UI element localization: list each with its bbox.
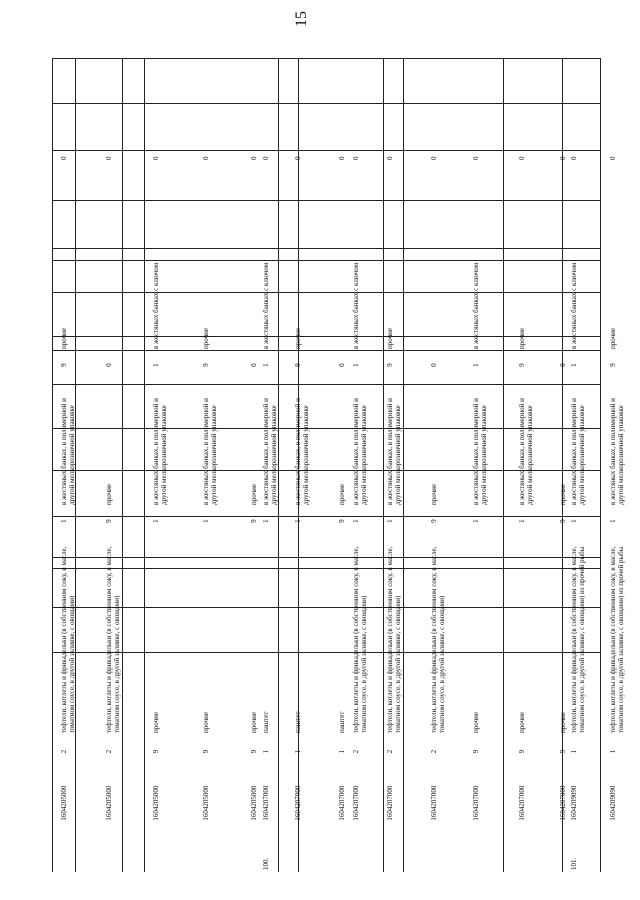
cell-c6: в жестяных банках, в полимерной и другой мелкорозничной упаковке (60, 395, 76, 505)
cell-c7: 1 (152, 363, 160, 368)
cell-c5: 1 (518, 519, 526, 524)
cell-code: 1604207000 (294, 785, 302, 821)
cell-c9: 0 (570, 156, 578, 161)
cell-c6: прочие (430, 483, 438, 505)
cell-code: 1604207000 (559, 785, 567, 821)
cell-code: 1604205000 (250, 785, 258, 821)
cell-c4: паштет (338, 711, 346, 734)
cell-c3: 1 (294, 749, 302, 754)
cell-c4: тефтели, котлеты и фрикадельки (в собственном соку, в масле, томатном соусе, в другой заливке, с овощами) (60, 545, 76, 734)
cell-c5: 9 (559, 519, 567, 524)
cell-c5: 1 (294, 519, 302, 524)
cell-c9: 0 (559, 156, 567, 161)
cell-c6: прочие (338, 483, 346, 505)
cell-c3: 1 (570, 749, 578, 754)
cell-c3: 1 (609, 749, 617, 754)
cell-c9: 0 (430, 156, 438, 161)
page-number: 15 (293, 11, 310, 27)
cell-c7: 9 (386, 363, 394, 368)
cell-c5: 9 (105, 519, 113, 524)
cell-c3: 9 (518, 749, 526, 754)
cell-code: 1604207000 (472, 785, 480, 821)
cell-c5: 9 (250, 519, 258, 524)
cell-c8: в жестяных банках с ключом (472, 262, 480, 349)
cell-c9: 0 (250, 156, 258, 161)
cell-c4: прочие (250, 712, 258, 734)
cell-c3: 2 (105, 749, 113, 754)
cell-num: 101. (570, 857, 578, 870)
cell-c9: 0 (202, 156, 210, 161)
cell-c8: прочие (294, 327, 302, 349)
cell-c5: 1 (472, 519, 480, 524)
cell-c6: в жестяных банках, в полимерной и другой мелкорозничной упаковке (262, 395, 278, 505)
cell-code: 1604207000 (352, 785, 360, 821)
cell-code: 1604205000 (152, 785, 160, 821)
row-separator (52, 350, 600, 351)
cell-c5: 1 (609, 519, 617, 524)
cell-code: 1604207000 (262, 785, 270, 821)
row-separator (52, 58, 600, 59)
cell-code: 1604209090 (609, 785, 617, 821)
cell-c9: 0 (472, 156, 480, 161)
cell-c4: паштет (294, 711, 302, 734)
cell-c9: 0 (60, 156, 68, 161)
cell-code: 1604205000 (105, 785, 113, 821)
cell-c6: прочие (559, 483, 567, 505)
cell-c4: прочие (152, 712, 160, 734)
cell-c7: 0 (430, 363, 438, 368)
cell-c9: 0 (352, 156, 360, 161)
cell-c9: 0 (105, 156, 113, 161)
cell-c8: прочие (202, 327, 210, 349)
cell-c7: 1 (352, 363, 360, 368)
cell-c3: 9 (472, 749, 480, 754)
cell-c9: 0 (152, 156, 160, 161)
cell-c9: 0 (518, 156, 526, 161)
cell-c4: прочие (472, 712, 480, 734)
cell-num: 100. (262, 857, 270, 870)
cell-c9: 0 (262, 156, 270, 161)
cell-c3: 1 (262, 749, 270, 754)
cell-code: 1604207000 (518, 785, 526, 821)
cell-c6: прочие (105, 483, 113, 505)
cell-c7: 9 (609, 363, 617, 368)
cell-c6: в жестяных банках, в полимерной и другой мелкорозничной упаковке (352, 395, 368, 505)
cell-c3: 1 (338, 749, 346, 754)
row-separator (52, 103, 600, 104)
table-border (52, 58, 53, 872)
cell-c6: в жестяных банках, в полимерной и другой мелкорозничной упаковке (472, 395, 488, 505)
cell-c5: 1 (262, 519, 270, 524)
cell-c7: 0 (250, 363, 258, 368)
cell-c4: тефтели, котлеты и фрикадельки (в собственном соку, в масле, томатном соусе, в другой заливке, с овощами) (352, 545, 368, 734)
cell-c5: 1 (152, 519, 160, 524)
cell-c4: прочие (559, 712, 567, 734)
cell-c3: 9 (559, 749, 567, 754)
cell-c3: 2 (386, 749, 394, 754)
cell-c5: 1 (202, 519, 210, 524)
cell-c7: 9 (518, 363, 526, 368)
cell-code: 1604207000 (338, 785, 346, 821)
cell-c8: в жестяных банках с ключом (152, 262, 160, 349)
cell-c6: прочие (250, 483, 258, 505)
cell-c3: 2 (60, 749, 68, 754)
cell-c5: 1 (352, 519, 360, 524)
cell-c7: 0 (338, 363, 346, 368)
cell-c8: прочие (518, 327, 526, 349)
cell-c5: 1 (570, 519, 578, 524)
cell-c6: в жестяных банках, в полимерной и другой мелкорозничной упаковке (202, 395, 218, 505)
cell-c7: 0 (559, 363, 567, 368)
cell-c7: 1 (472, 363, 480, 368)
cell-c4: тефтели, котлеты и фрикадельки (в собственном соку, в масле, томатном соусе, в другой заливке, с овощами) из прочей рыбы (570, 545, 586, 734)
cell-c8: в жестяных банках с ключом (570, 262, 578, 349)
cell-c9: 0 (386, 156, 394, 161)
cell-code: 1604205000 (60, 785, 68, 821)
cell-c6: в жестяных банках, в полимерной и другой мелкорозничной упаковке (570, 395, 586, 505)
cell-c6: в жестяных банках, в полимерной и другой мелкорозничной упаковке (294, 395, 310, 505)
cell-c7: 1 (262, 363, 270, 368)
cell-c8: в жестяных банках с ключом (262, 262, 270, 349)
cell-c4: прочие (518, 712, 526, 734)
cell-c7: 1 (570, 363, 578, 368)
cell-c6: в жестяных банках, в полимерной и другой мелкорозничной упаковке (152, 395, 168, 505)
cell-c5: 1 (386, 519, 394, 524)
cell-c7: 9 (60, 363, 68, 368)
cell-code: 1604207000 (430, 785, 438, 821)
cell-c7: 9 (202, 363, 210, 368)
cell-c6: в жестяных банках, в полимерной и другой мелкорозничной упаковке (609, 395, 625, 505)
cell-c9: 0 (294, 156, 302, 161)
cell-c3: 9 (152, 749, 160, 754)
cell-c9: 0 (609, 156, 617, 161)
cell-c6: в жестяных банках, в полимерной и другой мелкорозничной упаковке (386, 395, 402, 505)
cell-c5: 1 (60, 519, 68, 524)
cell-c4: тефтели, котлеты и фрикадельки (в собственном соку, в масле, томатном соусе, в другой заливке, с овощами) (105, 545, 121, 734)
cell-c4: тефтели, котлеты и фрикадельки (в собственном соку, в масле, томатном соусе, в другой заливке, с овощами) из прочей рыбы (609, 545, 625, 734)
cell-c3: 2 (430, 749, 438, 754)
cell-c3: 2 (352, 749, 360, 754)
cell-c5: 9 (338, 519, 346, 524)
cell-c4: тефтели, котлеты и фрикадельки (в собственном соку, в масле, томатном соусе, в другой заливке, с овощами) (430, 545, 446, 734)
cell-c8: прочие (386, 327, 394, 349)
cell-c7: 0 (105, 363, 113, 368)
cell-c7: 9 (294, 363, 302, 368)
cell-c5: 9 (430, 519, 438, 524)
cell-c6: в жестяных банках, в полимерной и другой мелкорозничной упаковке (518, 395, 534, 505)
cell-c3: 9 (250, 749, 258, 754)
cell-c9: 0 (338, 156, 346, 161)
cell-c3: 9 (202, 749, 210, 754)
cell-code: 1604207000 (386, 785, 394, 821)
cell-c4: тефтели, котлеты и фрикадельки (в собственном соку, в масле, томатном соусе, в другой заливке, с овощами) (386, 545, 402, 734)
cell-code: 1604209090 (570, 785, 578, 821)
cell-c8: в жестяных банках с ключом (352, 262, 360, 349)
cell-c4: паштет (262, 711, 270, 734)
cell-code: 1604205000 (202, 785, 210, 821)
cell-c8: прочие (609, 327, 617, 349)
cell-c8: прочие (60, 327, 68, 349)
cell-c4: прочие (202, 712, 210, 734)
row-separator (52, 200, 600, 201)
